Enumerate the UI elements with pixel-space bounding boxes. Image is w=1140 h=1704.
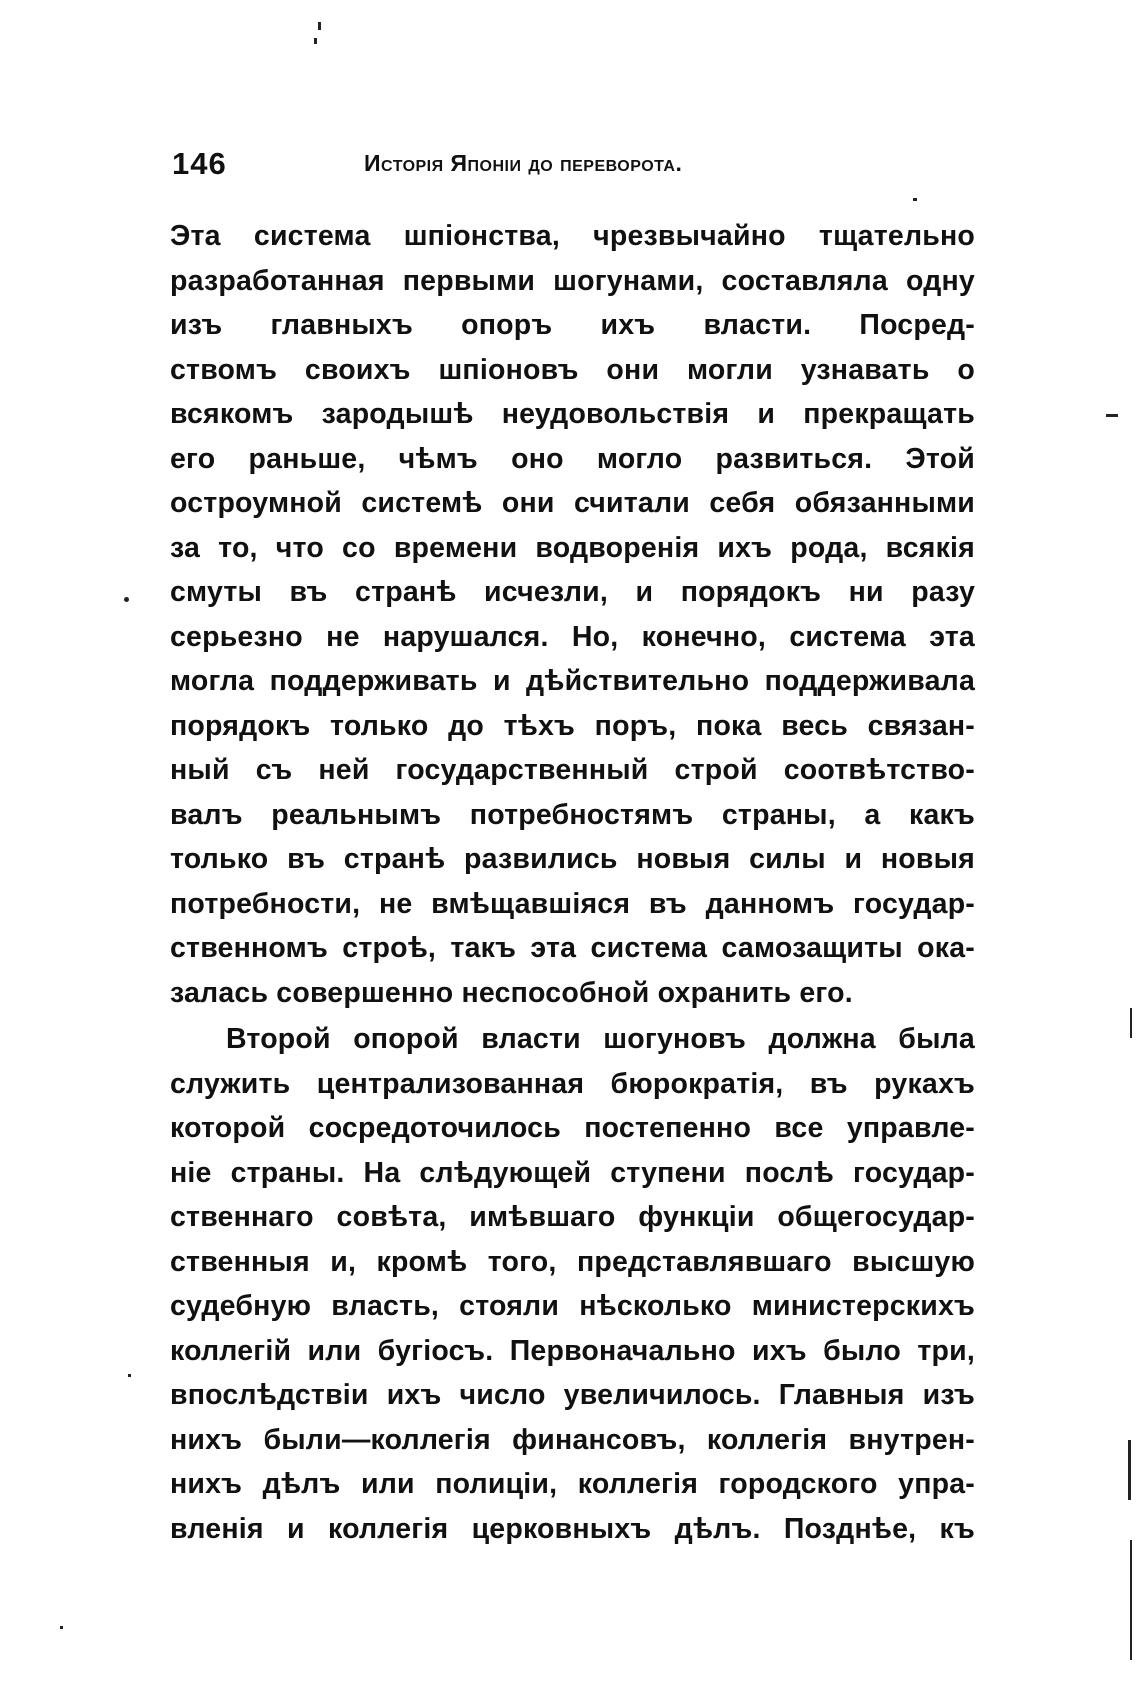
text-line: могла поддерживать и дѣйствительно поддерживала (170, 665, 975, 697)
scan-speck (1130, 1008, 1132, 1038)
text-line: потребности, не вмѣщавшіяся въ данномъ государ- (170, 887, 975, 920)
text-line: ственномъ строѣ, такъ эта система самозащиты ока- (170, 932, 975, 964)
text-line: остроумной системѣ они считали себя обязанными (170, 487, 975, 519)
text-line: ственныя и, кромѣ того, представлявшаго высшую (170, 1245, 975, 1278)
text-line: серьезно не нарушался. Но, конечно, система эта (170, 620, 975, 653)
page-number: 146 (172, 146, 227, 181)
text-line: судебную власть, стояли нѣсколько министерскихъ (170, 1290, 975, 1322)
scan-speck (314, 38, 317, 44)
text-line: разработанная первыми шогунами, составляла одну (170, 264, 975, 297)
running-title: Исторія Японіи до переворота. (364, 150, 683, 176)
text-line: нихъ были—коллегія финансовъ, коллегія внутрен- (170, 1423, 975, 1456)
text-line: смуты въ странѣ исчезли, и порядокъ ни разу (170, 576, 975, 608)
text-line: впослѣдствіи ихъ число увеличилось. Главныя изъ (170, 1379, 975, 1411)
text-line: вленія и коллегія церковныхъ дѣлъ. Позднѣе, къ (170, 1512, 975, 1545)
text-line: коллегій или бугіосъ. Первоначально ихъ было три, (170, 1334, 975, 1367)
scan-speck (913, 198, 917, 201)
text-line: Второй опорой власти шогуновъ должна была (226, 1023, 975, 1055)
text-line: за то, что со времени водворенія ихъ рода, всякія (170, 531, 975, 564)
text-line: порядокъ только до тѣхъ поръ, пока весь связан- (170, 709, 975, 742)
scan-speck (60, 1626, 63, 1629)
text-line: служить централизованная бюрократія, въ рукахъ (170, 1067, 975, 1100)
paragraph-1 (170, 214, 975, 1015)
page-header (172, 146, 972, 190)
text-line: ствомъ своихъ шпіоновъ они могли узнавать о (170, 353, 975, 386)
text-line: Эта система шпіонства, чрезвычайно тщательно (170, 220, 975, 252)
text-line: изъ главныхъ опоръ ихъ власти. Посред- (170, 309, 975, 341)
scan-speck (1128, 1440, 1131, 1500)
scan-speck (128, 1374, 131, 1377)
text-line: ный съ ней государственный строй соотвѣтство- (170, 754, 975, 786)
scan-speck (318, 22, 321, 30)
scan-speck (1130, 1540, 1132, 1660)
text-line: только въ странѣ развились новыя силы и новыя (170, 843, 975, 875)
scan-speck (124, 597, 129, 602)
paragraph-2 (170, 1017, 975, 1551)
text-line: залась совершенно неспособной охранить его. (170, 976, 853, 1009)
text-line: его раньше, чѣмъ оно могло развиться. Этой (170, 442, 975, 475)
text-line: валъ реальнымъ потребностямъ страны, а какъ (170, 798, 975, 831)
text-line: всякомъ зародышѣ неудовольствія и прекращать (170, 398, 975, 430)
scan-speck (1106, 414, 1118, 417)
text-line: нихъ дѣлъ или полиціи, коллегія городского упра- (170, 1468, 975, 1500)
text-line: ніе страны. На слѣдующей ступени послѣ государ- (170, 1156, 975, 1189)
text-line: ственнаго совѣта, имѣвшаго функціи общегосудар- (170, 1201, 975, 1233)
text-line: которой сосредоточилось постепенно все управле- (170, 1112, 975, 1144)
text-body (170, 214, 975, 1551)
